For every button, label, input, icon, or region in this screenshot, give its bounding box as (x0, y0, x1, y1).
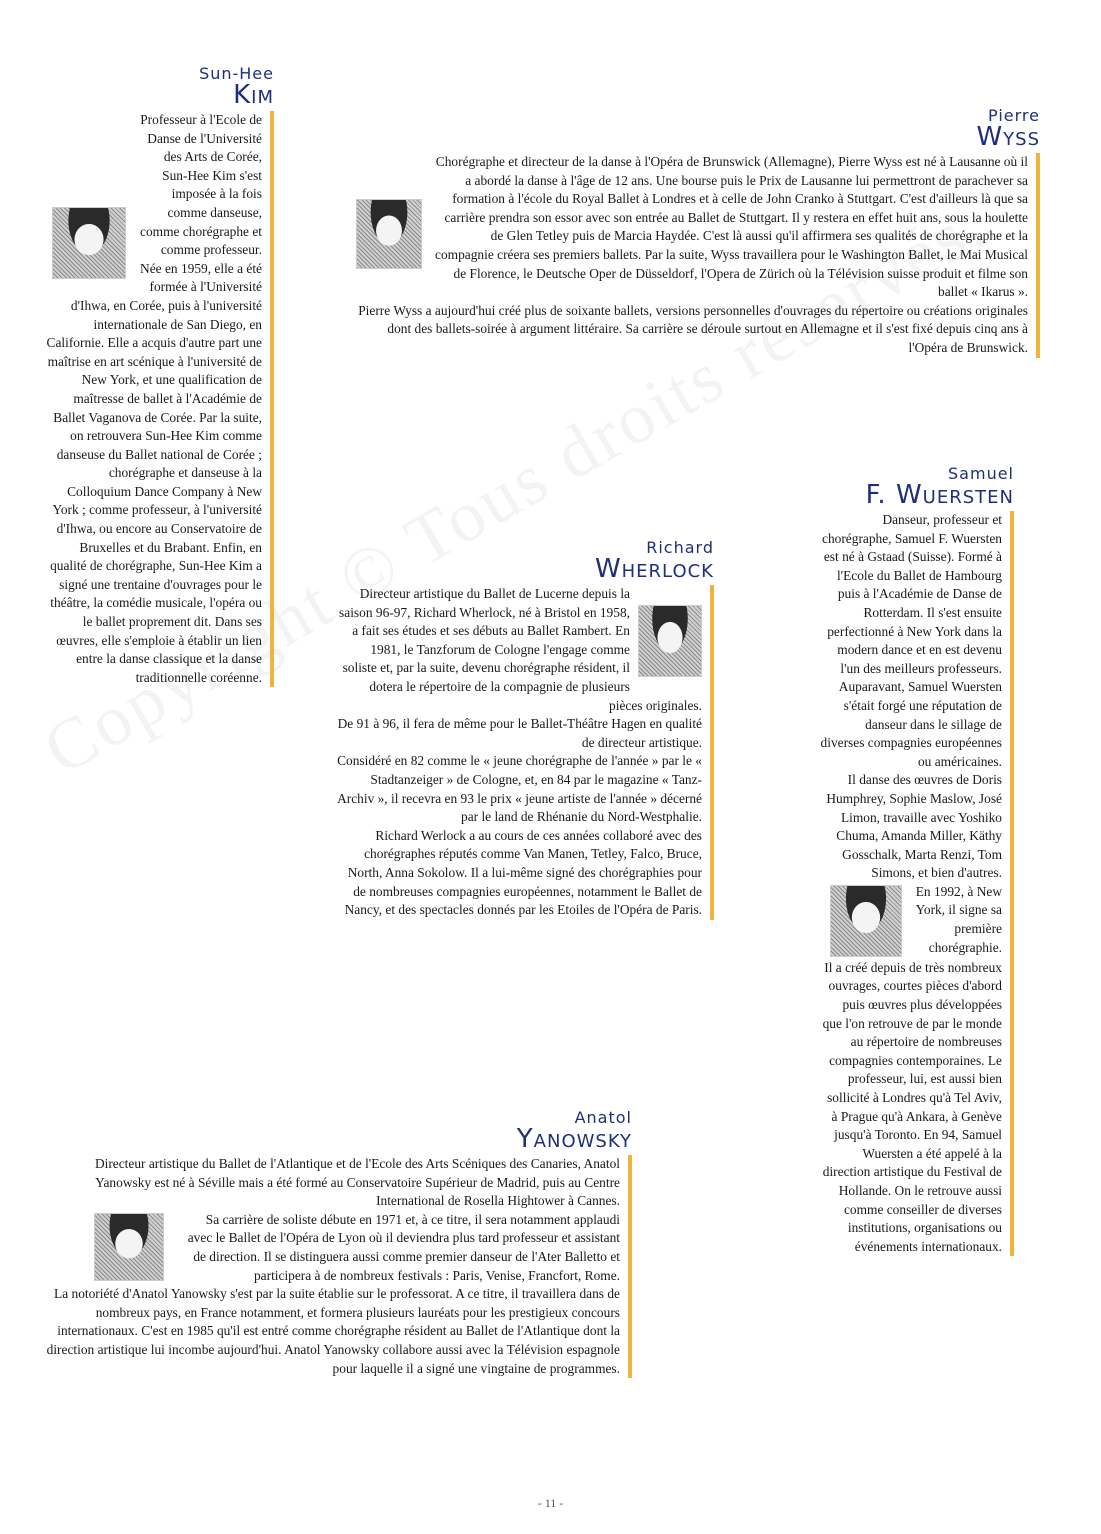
wuersten-bio-text (820, 511, 1014, 1256)
yanowsky-portrait (94, 1213, 164, 1281)
bio-kim (42, 66, 274, 687)
wuersten-first-name: Samuel (948, 464, 1014, 483)
yanowsky-bio-text (40, 1155, 632, 1378)
wuersten-last-name: F. Wuersten (865, 480, 1014, 510)
bio-wyss (356, 108, 1040, 358)
kim-portrait (52, 207, 126, 279)
wyss-paragraph-2: Pierre Wyss a aujourd'hui créé plus de soixante ballets, versions personnelles d'ouvrages du répertoire ou créations originales dont des ballets-soirée à argument littéraire. Sa carrière se déroule surtout en Allemagne et il s'est fixé depuis cinq ans à l'Opéra de Brunswick. (358, 302, 1028, 355)
kim-paragraph-1: Professeur à l'Ecole de Danse de l'Université des Arts de Corée, Sun-Hee Kim s'est imposée à la fois comme danseuse, comme chorégraphe et comme professeur. Née en 1959, elle a été formée à l'Université d'Ihwa, en Corée, puis à l'université internationale de San Diego, en Californie. Elle a acquis d'autre part une maîtrise en art scénique à l'université de New York, et une qualification de maîtresse de ballet à l'Académie de Ballet Vaganova de Corée. Par la suite, on retrouvera Sun-Hee Kim comme danseuse du Ballet national de Corée ; chorégraphe et danseuse à la Colloquium Dance Company à New York ; comme professeur, à l'université d'Ihwa, ou encore au Conservatoire de Bruxelles et du Brabant. Enfin, en qualité de chorégraphe, Sun-Hee Kim a signé une trentaine d'ouvrages pour le théâtre, la comédie musicale, l'opéra ou le ballet proprement dit. Dans ses œuvres, elle s'emploie à établir un lien entre la danse classique et la danse traditionnelle coréenne. (46, 112, 262, 685)
wherlock-paragraph-2: De 91 à 96, il fera de même pour le Ballet-Théâtre Hagen en qualité de directeur artistique. (337, 716, 702, 750)
yanowsky-paragraph-2: Sa carrière de soliste débute en 1971 et, à ce titre, il sera notamment applaudi avec le Ballet de l'Opéra de Lyon où il deviendra plus tard professeur et assistant de direction. Il se distinguera aussi comme premier danseur de l'Ater Balletto et participera à de nombreux festivals : Paris, Venise, Francfort, Rome. (187, 1211, 620, 1283)
wuersten-paragraph-5: Il a créé depuis de très nombreux ouvrages, courtes pièces d'abord puis œuvres plus développées que l'on retrouve de par le monde au répertoire de nombreuses compagnies contemporaines. Le professeur, lui, est aussi bien sollicité à Londres qu'à Tel Aviv, à Prague qu'à Ankara, à Genève jusqu'à Toronto. En 94, Samuel Wuersten a été appelé à la direction artistique du Festival de Hollande. On le retrouve aussi comme conseiller de diverses institutions, organisations ou événements internationaux. (822, 959, 1002, 1254)
wherlock-paragraph-1: Directeur artistique du Ballet de Lucerne depuis la saison 96-97, Richard Wherlock, né à Bristol en 1958, a fait ses études et ses débuts au Ballet Rambert. En 1981, le Tanzforum de Cologne l'engage comme soliste et, par la suite, devenu chorégraphe résident, il dotera le répertoire de la compagnie de plusieurs pièces originales. (339, 586, 702, 713)
wherlock-paragraph-4: Richard Werlock a au cours de ces années collaboré avec des chorégraphes réputés comme Van Manen, Tetley, Falco, Bruce, North, Anna Sokolow. Il a lui-même signé des chorégraphies pour de nombreuses compagnies européennes, notamment le Ballet de Nancy, et des spectacles donnés par les Etoiles de l'Opéra de Paris. (344, 827, 702, 918)
wyss-first-name: Pierre (988, 106, 1040, 125)
wuersten-portrait (830, 885, 902, 957)
wherlock-bio-text (334, 585, 714, 920)
wyss-portrait (356, 199, 422, 269)
wherlock-portrait (638, 605, 702, 677)
yanowsky-paragraph-3: La notoriété d'Anatol Yanowsky s'est par la suite établie sur le professorat. A ce titre, il travaillera dans de nombreux pays, en France notamment, et formera plusieurs lauréats pour les prestigieux concours internationaux. C'est en 1985 qu'il est entré comme chorégraphe résident au Ballet de l'Atlantique dont la direction artistique lui incombe aujourd'hui. Anatol Yanowsky collabore aussi avec la Télévision espagnole pour laquelle il a signé une vingtaine de programmes. (46, 1286, 620, 1376)
wherlock-last-name: Wherlock (594, 554, 714, 584)
yanowsky-last-name: Yanowsky (516, 1124, 632, 1154)
kim-first-name: Sun-Hee (199, 64, 274, 83)
yanowsky-first-name: Anatol (574, 1108, 632, 1127)
bio-wuersten (820, 466, 1014, 1256)
wherlock-first-name: Richard (646, 538, 714, 557)
wuersten-paragraph-4: En 1992, à New York, il signe sa première chorégraphie. (915, 883, 1002, 955)
wyss-paragraph-1: Chorégraphe et directeur de la danse à l'Opéra de Brunswick (Allemagne), Pierre Wyss est né à Lausanne où il a abordé la danse à l'âge de 12 ans. Une bourse puis le Prix de Lausanne lui permettront de parachever sa formation à l'école du Royal Ballet à Londres et à celle de John Cranko à Stuttgart. C'est d'ailleurs là que sa carrière prendra son essor avec son entrée au Ballet de Stuttgart. Il y restera en effet huit ans, sous la houlette de Glen Tetley puis de Marcia Haydée. C'est là aussi qu'il affirmera ses qualités de chorégraphe et la compagnie créera ses premiers ballets. Par la suite, Wyss travaillera pour le Washington Ballet, le Mai Musical de Florence, le Deutsche Oper de Düsseldorf, l'Opera de Zürich où la Télévision suisse produit et filme son ballet « Ikarus ». (435, 154, 1028, 300)
wherlock-paragraph-3: Considéré en 82 comme le « jeune chorégraphe de l'année » par le « Stadtanzeiger » de Cologne, et, en 84 par le magazine « Tanz-Archiv », il recevra en 93 le prix « jeune artiste de l'année » décerné par le land de Rhénanie du Nord-Westphalie. (337, 753, 702, 825)
page-number: - 11 - (537, 1496, 564, 1510)
wyss-last-name: Wyss (976, 122, 1040, 152)
wuersten-paragraph-2: Auparavant, Samuel Wuersten s'était forgé une réputation de danseur dans le sillage de diverses compagnies européennes ou américaines. (820, 679, 1002, 769)
wuersten-paragraph-1: Danseur, professeur et chorégraphe, Samuel F. Wuersten est né à Gstaad (Suisse). Formé à l'Ecole du Ballet de Hambourg puis à l'Académie de Danse de Rotterdam. Il s'est ensuite perfectionné à New York dans la modern dance et en est devenu l'un des meilleurs professeurs. (822, 512, 1002, 676)
bio-wherlock (334, 540, 714, 920)
kim-last-name: Kim (233, 80, 274, 110)
bio-yanowsky (40, 1110, 632, 1378)
wyss-bio-text (356, 153, 1040, 358)
wuersten-paragraph-3: Il danse des œuvres de Doris Humphrey, Sophie Maslow, José Limon, travaille avec Yoshiko Chuma, Amanda Miller, Käthy Gosschalk, Marta Renzi, Tom Simons, et bien d'autres. (826, 772, 1002, 881)
yanowsky-paragraph-1: Directeur artistique du Ballet de l'Atlantique et de l'Ecole des Arts Scéniques des Canaries, Anatol Yanowsky est né à Séville mais a été formé au Conservatoire Supérieur de Madrid, puis au Centre International de Rosella Hightower à Cannes. (94, 1156, 620, 1209)
kim-bio-text (42, 111, 274, 687)
